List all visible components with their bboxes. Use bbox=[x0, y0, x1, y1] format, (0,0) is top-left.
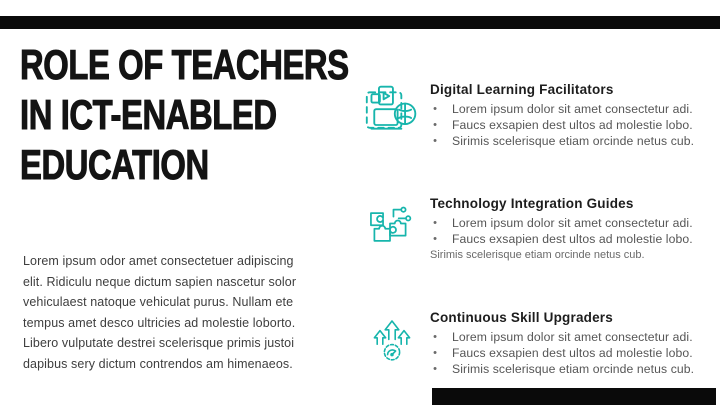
bullet-item bbox=[430, 101, 720, 117]
bullet-marker: • bbox=[433, 135, 437, 147]
section-heading: Continuous Skill Upgraders bbox=[430, 310, 613, 325]
bullet-text: Lorem ipsum dolor sit amet consectetur adi. bbox=[452, 330, 693, 344]
title-line: ROLE OF TEACHERS bbox=[20, 41, 349, 88]
bullet-text: Lorem ipsum dolor sit amet consectetur adi. bbox=[452, 216, 693, 230]
bullet-list bbox=[430, 101, 720, 149]
title-line: IN ICT-ENABLED bbox=[20, 91, 277, 138]
bullet-marker: • bbox=[433, 363, 437, 375]
bullet-marker: • bbox=[433, 233, 437, 245]
bullet-item bbox=[430, 231, 720, 247]
top-accent-bar bbox=[0, 16, 720, 29]
bullet-item bbox=[430, 133, 720, 149]
intro-paragraph: Lorem ipsum odor amet consectetuer adipiscing elit. Ridiculu neque dictum sapien nascetur solor vehiculaest natoque vehiculat purus. Nullam ete tempus amet desco ultricies ad molestie loborto. Libero vulputate destrei scelerisque primis justoi dapibus sery dictum contrendos am himenaeos. bbox=[23, 254, 297, 371]
bullet-item bbox=[430, 117, 720, 133]
bottom-accent-bar bbox=[432, 388, 716, 405]
bullet-item bbox=[430, 345, 720, 361]
section-heading: Technology Integration Guides bbox=[430, 196, 634, 211]
bullet-item bbox=[430, 329, 720, 345]
bullet-list bbox=[430, 215, 720, 263]
bullet-list bbox=[430, 329, 720, 377]
digital-learning-icon bbox=[364, 82, 424, 142]
bullet-text: Faucs exsapien dest ultos ad molestie lobo. bbox=[452, 118, 693, 132]
title-line: EDUCATION bbox=[20, 141, 209, 188]
bullet-text: Lorem ipsum dolor sit amet consectetur adi. bbox=[452, 102, 693, 116]
skill-upgrade-icon bbox=[368, 316, 428, 376]
technology-integration-icon bbox=[364, 200, 424, 260]
bullet-marker: • bbox=[433, 103, 437, 115]
section-heading: Digital Learning Facilitators bbox=[430, 82, 614, 97]
slide-title bbox=[20, 40, 349, 190]
bullet-marker: Sirimis scelerisque etiam orcinde netus cub. bbox=[430, 249, 645, 261]
bullet-item bbox=[430, 247, 720, 263]
bullet-marker: • bbox=[433, 217, 437, 229]
bullet-text: Sirimis scelerisque etiam orcinde netus cub. bbox=[452, 362, 695, 376]
bullet-marker: • bbox=[433, 347, 437, 359]
feature-section-digital-learning bbox=[364, 80, 720, 149]
bullet-text: Faucs exsapien dest ultos ad molestie lobo. bbox=[452, 232, 693, 246]
bullet-item bbox=[430, 361, 720, 377]
bullet-marker: • bbox=[433, 119, 437, 131]
bullet-marker: • bbox=[433, 331, 437, 343]
feature-section-skill-upgrade bbox=[364, 308, 720, 377]
bullet-item bbox=[430, 215, 720, 231]
feature-section-technology-integration bbox=[364, 194, 720, 263]
bullet-text: Faucs exsapien dest ultos ad molestie lobo. bbox=[452, 346, 693, 360]
bullet-text: Sirimis scelerisque etiam orcinde netus cub. bbox=[452, 134, 695, 148]
